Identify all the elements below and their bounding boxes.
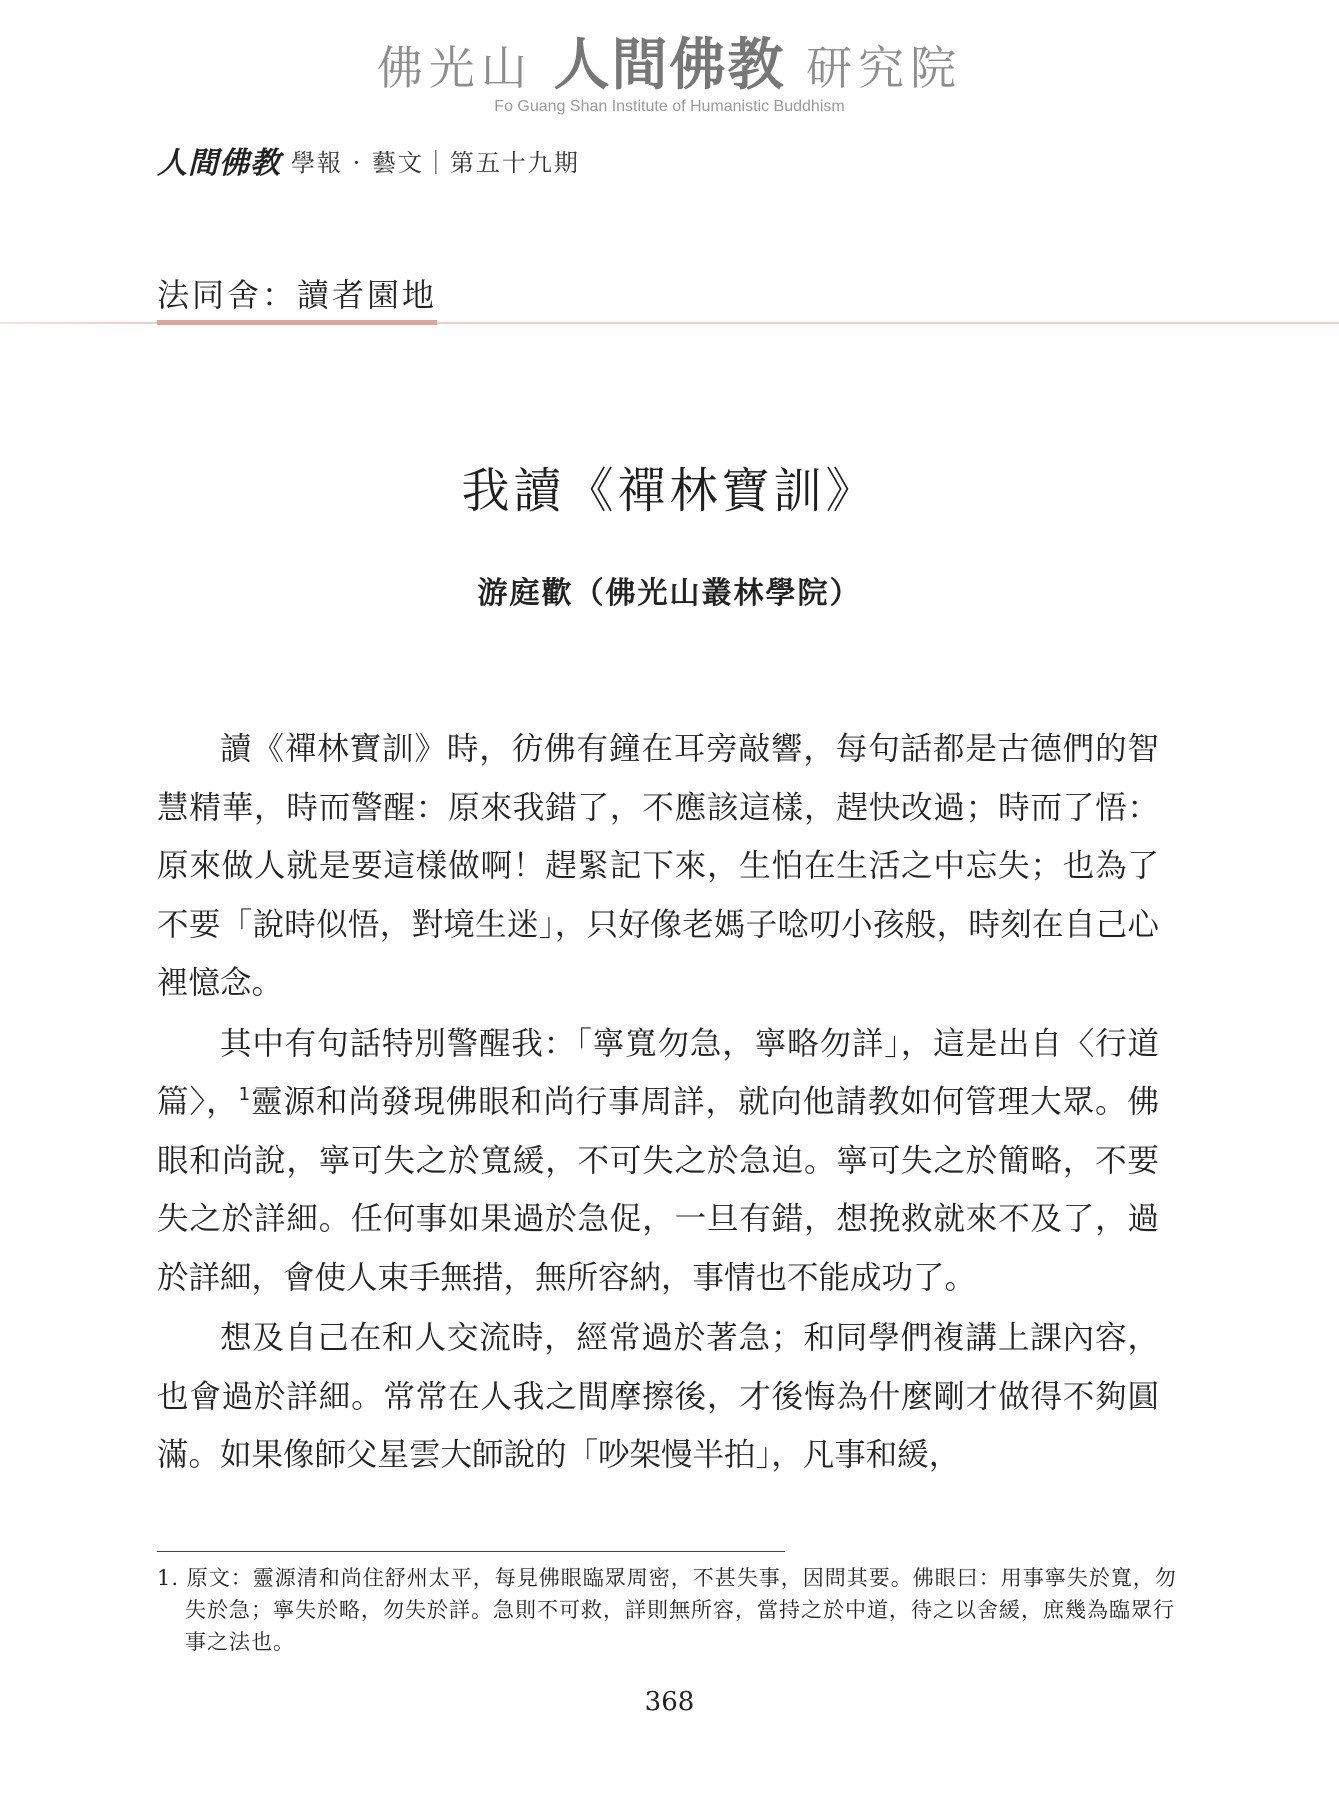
institute-english-name: Fo Guang Shan Institute of Humanistic Buddhism	[494, 98, 845, 115]
journal-running-head	[157, 138, 580, 182]
institute-title	[0, 33, 1339, 98]
journal-logo: 人間佛教	[157, 146, 281, 181]
institute-brand-logo: 人間佛教	[553, 33, 786, 98]
journal-issue-info: 學報 · 藝文｜第五十九期	[291, 148, 580, 177]
section-divider-accent	[157, 320, 437, 325]
article-author: 游庭歡（佛光山叢林學院）	[477, 576, 862, 611]
institute-header	[0, 33, 1339, 116]
footnote-ref-1: 1	[238, 1084, 251, 1105]
paragraph-2-part-b: 靈源和尚發現佛眼和尚行事周詳，就向他請教如何管理大眾。佛眼和尚說，寧可失之於寬緩，不可失之於急迫。寧可失之於簡略，不要失之於詳細。任何事如果過於急促，一旦有錯，想挽救就來不及了，過於詳細，會使人束手無措，無所容納，事情也不能成功了。	[157, 1084, 1159, 1296]
footnote-1: 1. 原文：靈源清和尚住舒州太平，每見佛眼臨眾周密，不甚失事，因問其要。佛眼曰：用事寧失於寬，勿失於急；寧失於略，勿失於詳。急則不可救，詳則無所容，當持之於中道，待之以舍緩，庶幾為臨眾行事之法也。	[157, 1566, 1177, 1654]
paragraph-1: 讀《禪林寶訓》時，彷佛有鐘在耳旁敲響，每句話都是古德們的智慧精華，時而警醒：原來我錯了，不應該這樣，趕快改過；時而了悟：原來做人就是要這樣做啊！趕緊記下來，生怕在生活之中忘失；也為了不要「說時似悟，對境生迷」，只好像老媽子唸叨小孩般，時刻在自己心裡憶念。	[157, 731, 1159, 1001]
article-body	[157, 720, 1159, 1485]
article-title: 我讀《禪林寶訓》	[461, 463, 878, 519]
paragraph-2-part-a: 其中有句話特別警醒我：「寧寬勿急，寧略勿詳」，這是出自〈行道篇〉，	[157, 1025, 1159, 1120]
paragraph-2	[157, 1015, 1159, 1308]
institute-name-right: 研究院	[806, 41, 963, 95]
paragraph-3: 想及自己在和人交流時，經常過於著急；和同學們複講上課內容，也會過於詳細。常常在人我之間摩擦後，才後悔為什麼剛才做得不夠圓滿。如果像師父星雲大師說的「吵架慢半拍」，凡事和緩，	[157, 1320, 1159, 1473]
institute-name-left: 佛光山	[376, 41, 533, 95]
footnote-divider	[157, 1551, 785, 1552]
page-number: 368	[644, 1687, 695, 1717]
section-label: 法同舍：讀者園地	[157, 276, 438, 314]
